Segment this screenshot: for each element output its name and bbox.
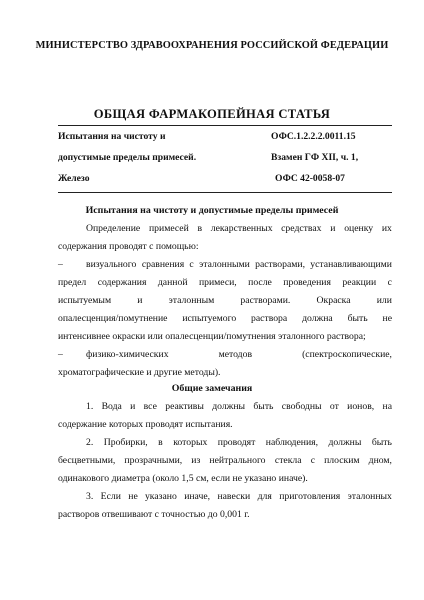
list-dash-2: – bbox=[58, 349, 63, 360]
title-line-2: допустимые пределы примесей. bbox=[58, 152, 197, 163]
replaces-label: Взамен ГФ XII, ч. 1, bbox=[271, 152, 359, 163]
intro-line-2: содержания проводят с помощью: bbox=[58, 241, 199, 252]
list-dash-1: – bbox=[58, 259, 63, 270]
item1-line-4: опалесценция/помутнение испытуемого раствора должна быть не bbox=[58, 313, 392, 324]
item1-line-1: визуального сравнения с эталонными растворами, устанавливающими bbox=[86, 259, 392, 270]
para3-line-1: 3. Если не указано иначе, навески для приготовления эталонных bbox=[86, 491, 392, 502]
para2-line-1: 2. Пробирки, в которых проводят наблюдения, должны быть bbox=[86, 437, 392, 448]
doc-type-heading: ОБЩАЯ ФАРМАКОПЕЙНАЯ СТАТЬЯ bbox=[93, 107, 331, 121]
item2-line-1: физико-химических методов (спектроскопические, bbox=[86, 349, 392, 360]
bottom-rule bbox=[58, 192, 392, 193]
title-line-1: Испытания на чистоту и bbox=[58, 131, 166, 142]
doc-code: ОФС.1.2.2.2.0011.15 bbox=[271, 131, 356, 142]
para2-line-2: бесцветными, прозрачными, из нейтрального стекла с плоским дном, bbox=[58, 455, 392, 466]
replaces-code: ОФС 42-0058-07 bbox=[275, 173, 345, 184]
ministry-heading: МИНИСТЕРСТВО ЗДРАВООХРАНЕНИЯ РОССИЙСКОЙ ФЕДЕРАЦИИ bbox=[35, 40, 389, 51]
para3-line-2: растворов отвешивают с точностью до 0,001 г. bbox=[58, 509, 250, 520]
section-title: Испытания на чистоту и допустимые пределы примесей bbox=[85, 205, 339, 216]
para1-line-1: 1. Вода и все реактивы должны быть свободны от ионов, на bbox=[86, 401, 392, 412]
general-remarks-title: Общие замечания bbox=[171, 383, 253, 394]
item1-line-3: испытуемым и эталонным растворами. Окраска или bbox=[58, 295, 392, 306]
item1-line-2: предел содержания данной примеси, после проведения реакции с bbox=[58, 277, 392, 288]
item2-line-2: хроматографические и другие методы). bbox=[58, 367, 221, 378]
title-line-3: Железо bbox=[58, 173, 90, 184]
para2-line-3: одинакового диаметра (около 1,5 см, если не указано иначе). bbox=[58, 473, 308, 484]
item1-line-5: интенсивнее окраски или опалесценции/помутнения эталонного раствора; bbox=[58, 331, 366, 342]
para1-line-2: содержание которых проводят испытания. bbox=[58, 419, 233, 430]
intro-line-1: Определение примесей в лекарственных средствах и оценку их bbox=[86, 223, 392, 234]
top-rule bbox=[58, 125, 392, 126]
